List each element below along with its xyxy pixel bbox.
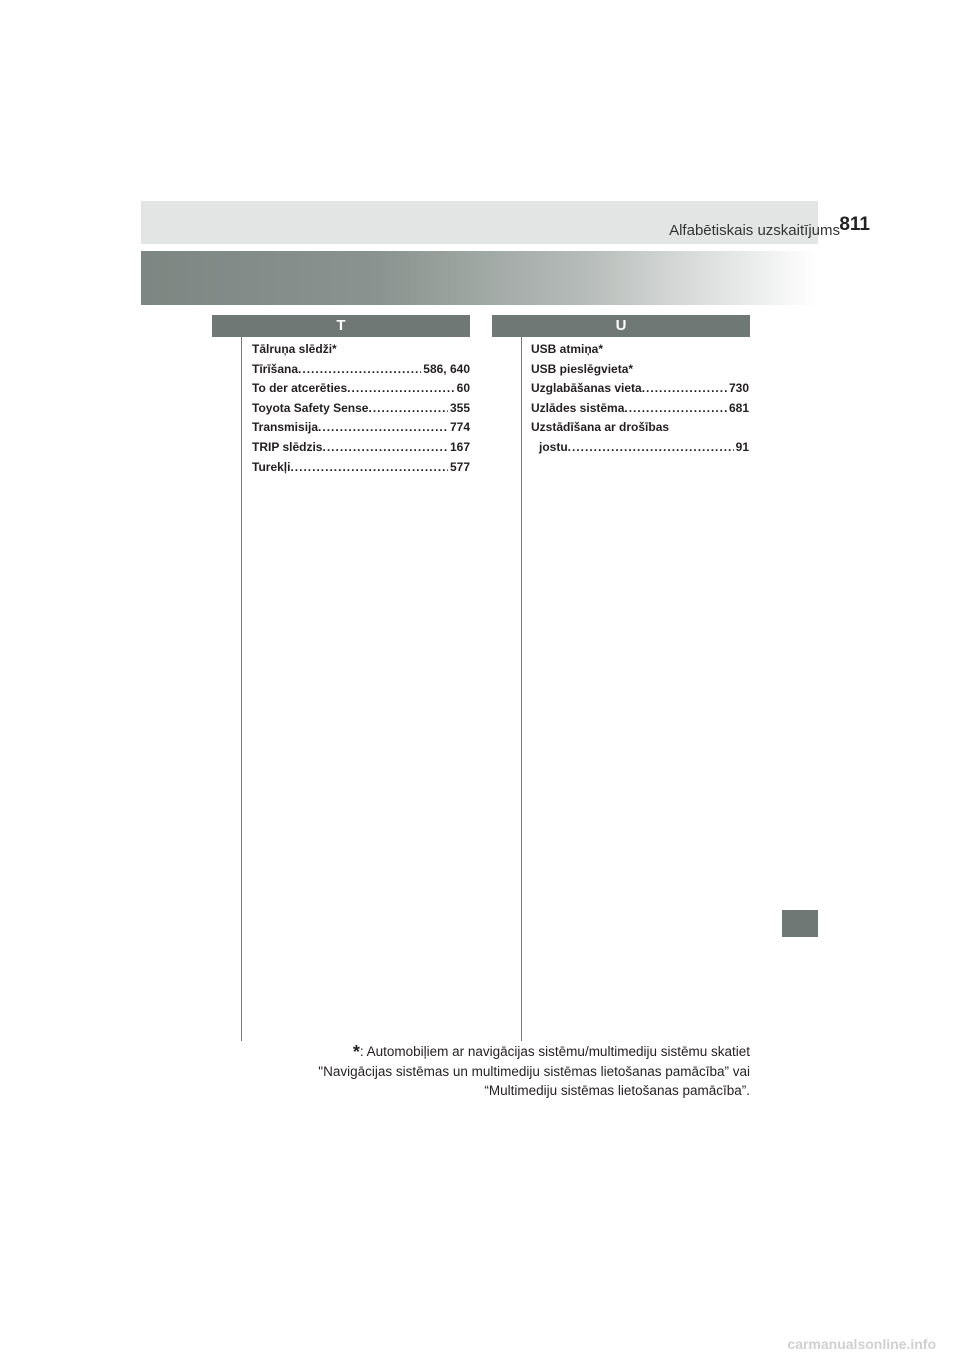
leader-dots: [290, 458, 448, 478]
index-entry[interactable]: Uzglabāšanas vieta ..... 730: [531, 379, 749, 399]
index-entry[interactable]: Transmisija ..... 774: [252, 418, 470, 438]
index-entry[interactable]: Turekļi ..... 577: [252, 458, 470, 478]
page-number: 811: [839, 214, 870, 235]
index-entry[interactable]: USB pieslēgvieta*: [531, 361, 634, 376]
index-entry[interactable]: Uzlādes sistēma ..... 681: [531, 399, 749, 419]
leader-dots: [318, 418, 448, 438]
index-entry[interactable]: Tālruņa slēdži*: [252, 342, 337, 356]
index-entry[interactable]: Tīrīšana ..... 586, 640: [252, 360, 470, 380]
index-entry[interactable]: To der atcerēties ..... 60: [252, 379, 470, 399]
footnote: [248, 1042, 750, 1100]
index-column-u: [531, 340, 749, 458]
section-title: Alfabētiskais uzskaitījums: [669, 222, 840, 239]
column-divider-right: [521, 337, 522, 1041]
column-divider-left: [241, 337, 242, 1041]
leader-dots: [624, 399, 727, 419]
chapter-band: [141, 251, 818, 305]
index-entry[interactable]: TRIP slēdzis ..... 167: [252, 438, 470, 458]
letter-heading-t: T: [212, 315, 470, 337]
index-entry[interactable]: jostu ..... 91: [531, 438, 749, 458]
index-column-t: [252, 340, 470, 477]
footnote-line-3: “Multimediju sistēmas lietošanas pamācība”.: [484, 1083, 750, 1098]
index-entry[interactable]: Toyota Safety Sense ..... 355: [252, 399, 470, 419]
leader-dots: [322, 438, 447, 458]
watermark: carmanualsonline.info: [787, 1336, 936, 1352]
index-entry[interactable]: Uzstādīšana ar drošības: [531, 420, 670, 435]
footnote-line-1: : Automobiļiem ar navigācijas sistēmu/multimediju sistēmu skatiet: [359, 1044, 750, 1059]
leader-dots: [298, 360, 421, 380]
chapter-tab: [782, 910, 818, 937]
leader-dots: [347, 379, 454, 399]
index-entry[interactable]: USB atmiņa*: [531, 342, 604, 356]
leader-dots: [568, 438, 734, 458]
footnote-star: *: [352, 1042, 360, 1062]
footnote-line-2: "Navigācijas sistēmas un multimediju sistēmas lietošanas pamācība” vai: [318, 1064, 750, 1079]
leader-dots: [642, 379, 727, 399]
letter-heading-u: U: [492, 315, 750, 337]
leader-dots: [368, 399, 447, 419]
